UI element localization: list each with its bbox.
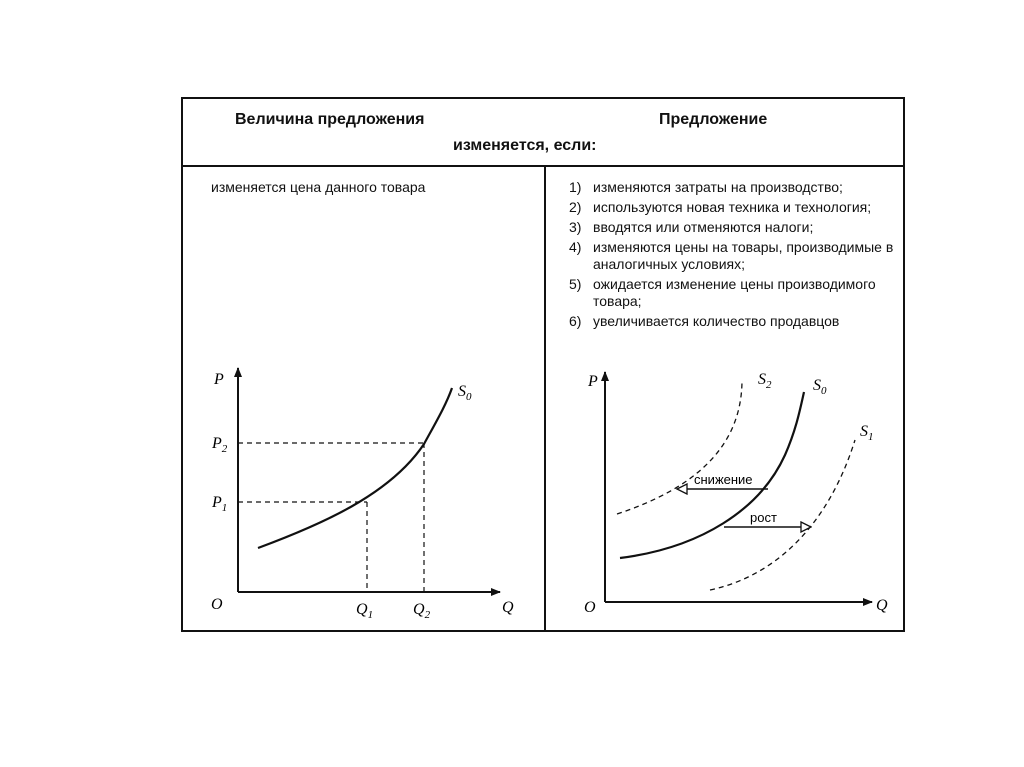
supply-curve-s0 (258, 388, 452, 548)
condition-text: увеличивается количество продавцов (593, 313, 840, 329)
decrease-label: снижение (694, 472, 753, 487)
left-caption: изменяется цена данного товара (211, 179, 426, 195)
p1-label: $P_1$ (212, 494, 228, 514)
left-origin-label: O (211, 596, 223, 613)
q2-label: $Q_2$ (413, 601, 431, 621)
condition-text: используются новая техника и технология; (593, 199, 872, 215)
header-quantity-supplied: Величина предложения (235, 111, 425, 128)
condition-text: изменяются затраты на производство; (593, 179, 843, 195)
right-x-label: Q (876, 597, 888, 614)
header-supply: Предложение (659, 111, 768, 128)
s2-label: $S_2$ (758, 371, 772, 391)
left-x-label: Q (502, 599, 514, 616)
right-origin-label: O (584, 599, 596, 616)
left-graph (211, 368, 514, 621)
supply-curve-s2 (617, 380, 742, 514)
left-y-label: P (214, 371, 224, 388)
condition-number: 3) (569, 219, 582, 235)
q1-label: $Q_1$ (356, 601, 374, 621)
condition-number: 6) (569, 313, 582, 329)
s1-label: $S_1$ (860, 423, 874, 443)
condition-number: 1) (569, 179, 582, 195)
right-y-label: P (588, 373, 598, 390)
condition-number: 4) (569, 239, 582, 255)
s0-label: $S_0$ (813, 377, 827, 397)
condition-text: вводятся или отменяются налоги; (593, 219, 814, 235)
condition-number: 2) (569, 199, 582, 215)
condition-text: ожидается изменение цены производимого товара; (593, 276, 876, 309)
condition-text: изменяются цены на товары, производимые в аналогичных условиях; (593, 239, 894, 272)
header-changes-if: изменяется, если: (453, 137, 597, 154)
increase-label: рост (750, 510, 777, 525)
condition-number: 5) (569, 276, 582, 292)
s0-label: $S_0$ (458, 383, 472, 403)
right-graph (584, 371, 888, 616)
p2-label: $P_2$ (212, 435, 228, 455)
